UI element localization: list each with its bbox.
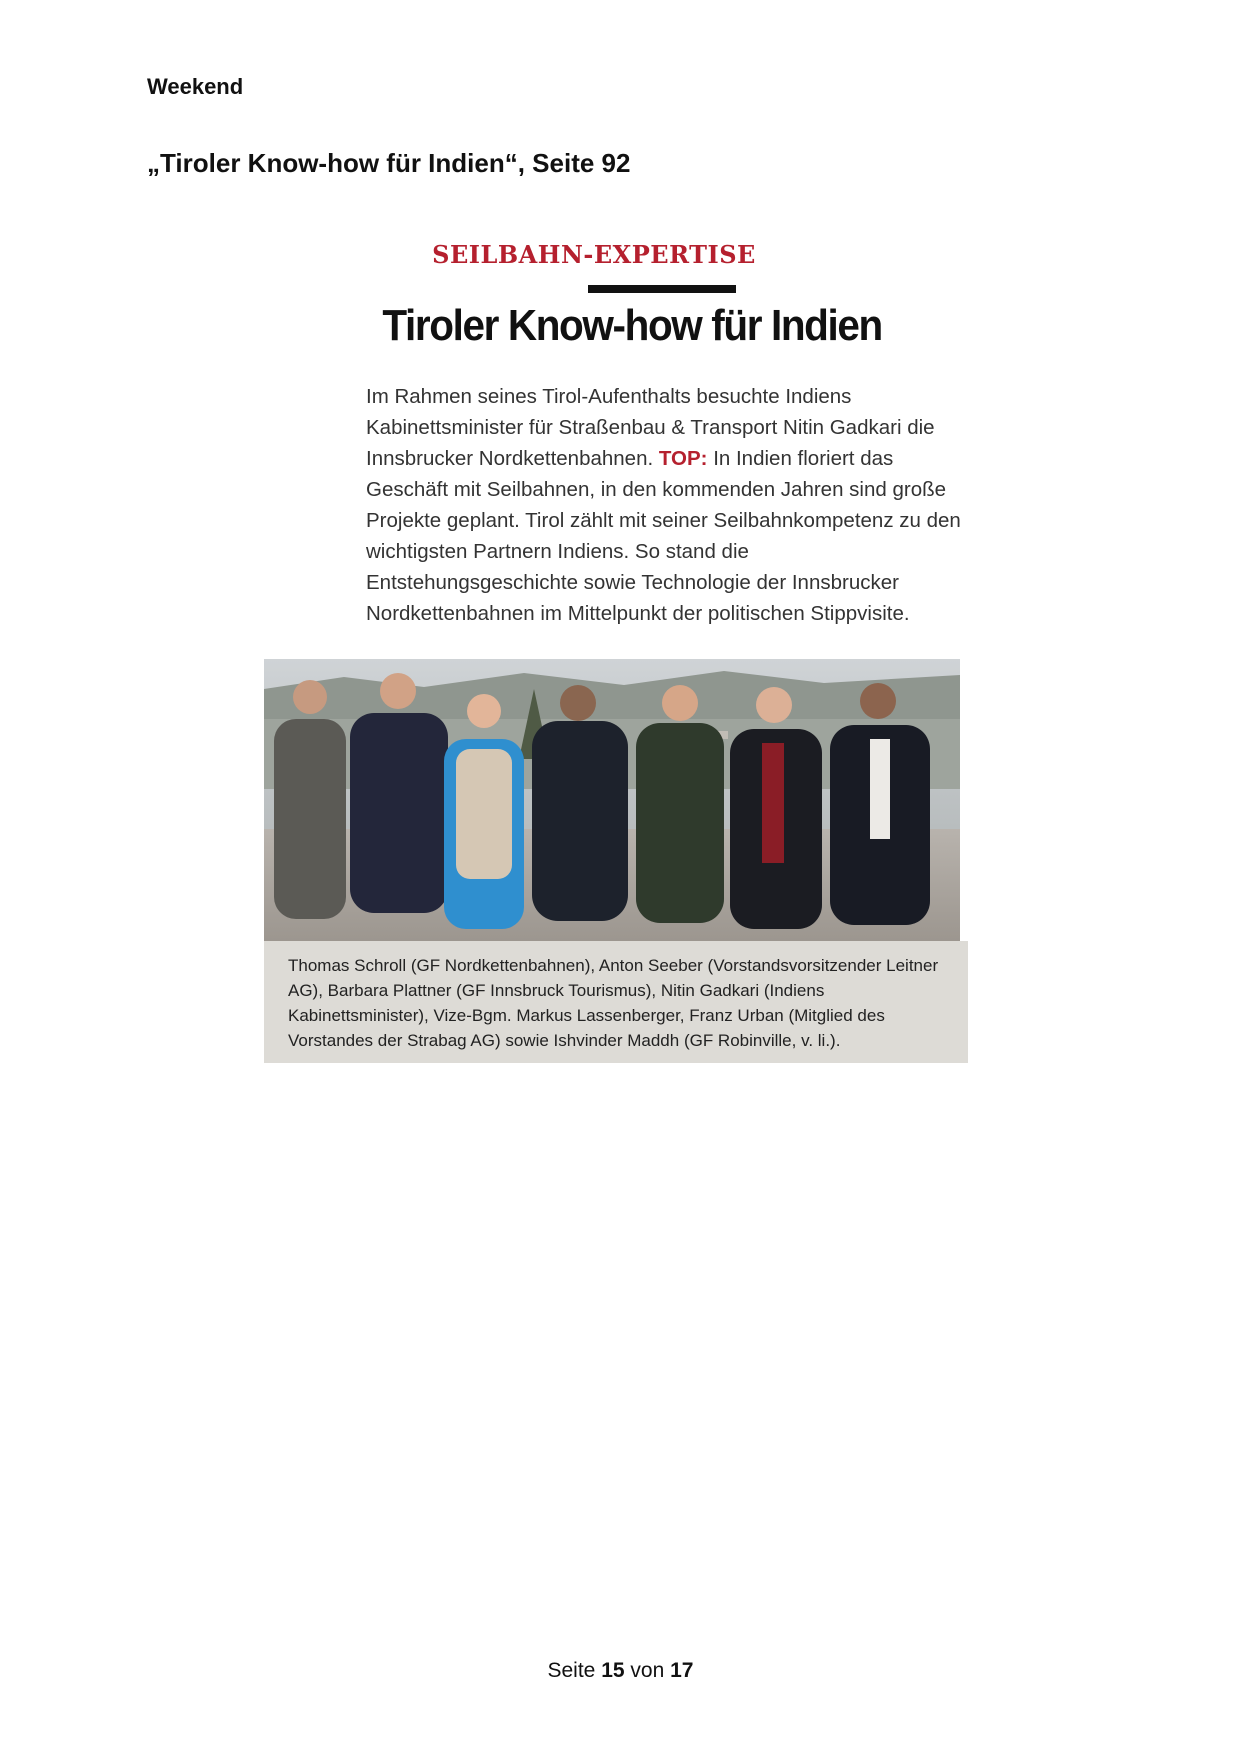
group-photo-image <box>264 659 960 941</box>
body-text-start: Im Rahmen seines Tirol-Aufenthalts besuchte Indiens Kabinettsminister für Straßenbau & Transport Nitin Gadkari die Innsbrucker Nordkettenbahnen. <box>366 385 935 470</box>
group-photo <box>264 659 960 941</box>
article-headline: Tiroler Know-how für Indien <box>382 301 882 350</box>
body-highlight: TOP: <box>658 447 708 470</box>
body-text-end: In Indien floriert das Geschäft mit Seilbahnen, in den kommenden Jahren sind große Projekte geplant. Tirol zählt mit seiner Seilbahnkompetenz zu den wichtigsten Partnern Indiens. So stand die Entstehungsgeschichte sowie Technologie der Innsbrucker Nordkettenbahnen im Mittelpunkt der politischen Stippvisite. <box>366 447 961 625</box>
page-footer <box>0 1659 1241 1683</box>
current-page-number: 15 <box>601 1659 625 1682</box>
total-pages-number: 17 <box>670 1659 694 1682</box>
source-label: Weekend <box>147 74 244 99</box>
footer-prefix: Seite <box>547 1659 596 1682</box>
article-body <box>366 381 966 629</box>
article-kicker: SEILBAHN-EXPERTISE <box>432 240 756 269</box>
press-clipping <box>264 240 960 1063</box>
photo-caption: Thomas Schroll (GF Nordkettenbahnen), Anton Seeber (Vorstandsvorsitzender Leitner AG), Barbara Plattner (GF Innsbruck Tourismus), Nitin Gadkari (Indiens Kabinettsminister), Vize-Bgm. Markus Lassenberger, Franz Urban (Mitglied des Vorstandes der Strabag AG) sowie Ishvinder Maddh (GF Robinville, v. li.). <box>264 941 968 1063</box>
footer-middle: von <box>630 1659 665 1682</box>
article-reference: „Tiroler Know-how für Indien“, Seite 92 <box>147 148 631 178</box>
kicker-divider <box>588 285 736 293</box>
